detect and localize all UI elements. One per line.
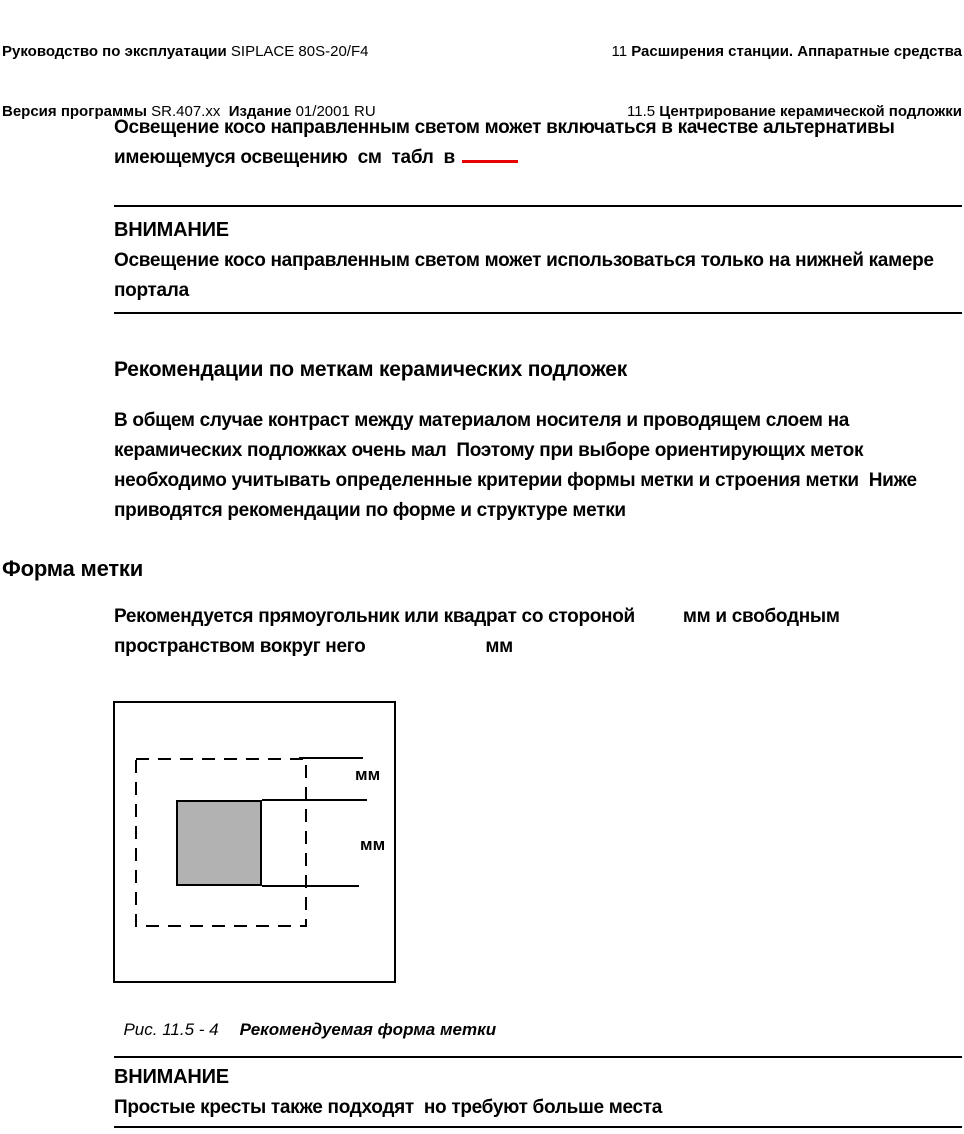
header-version-label: Версия программы <box>2 103 152 120</box>
mark-gray-square <box>176 800 262 886</box>
chapter-title: Расширения станции. Аппаратные средства <box>631 43 962 60</box>
header-version-value: SR.407.xx <box>151 103 229 120</box>
intro-line-2 <box>114 143 895 173</box>
note2-body <box>114 1093 662 1123</box>
para3-line1-unit: мм и свободным <box>682 606 840 627</box>
chapter-number: 11 <box>611 43 632 60</box>
crossref-link-blank[interactable] <box>462 160 518 163</box>
note1-top-rule <box>114 205 962 207</box>
note2-top-rule <box>114 1056 962 1058</box>
header-manual-label: Руководство по эксплуатации <box>2 43 231 60</box>
dimension-label-clearance: мм <box>355 765 381 784</box>
para2-line-3: необходимо учитывать определенные критерии формы метки и строения метки Ниже <box>114 470 917 491</box>
para3-line-1 <box>114 602 840 632</box>
note1-body <box>114 246 934 306</box>
note1-line-2: портала <box>114 280 189 301</box>
intro-line-1: Освещение косо направленным светом может включаться в качестве альтернативы <box>114 117 895 138</box>
contrast-paragraph <box>114 406 917 526</box>
para2-line-4: приводятся рекомендации по форме и структуре метки <box>114 500 626 521</box>
dimension-line-clearance-top <box>299 757 363 759</box>
note1-bottom-rule <box>114 312 962 314</box>
section-title: Центрирование керамической подложки <box>659 103 962 120</box>
section-number: 11.5 <box>627 103 660 120</box>
dimension-line-mark-top <box>262 799 367 801</box>
para3-line2-unit: мм <box>485 636 513 657</box>
note1-title: ВНИМАНИЕ <box>114 219 229 241</box>
note2-line-1: Простые кресты также подходят но требуют больше места <box>114 1097 663 1118</box>
header-left-line1 <box>2 42 376 62</box>
intro-paragraph <box>114 113 895 173</box>
note2-bottom-rule <box>114 1126 962 1128</box>
para3-line-2 <box>114 632 840 662</box>
intro-line-2-text: имеющемуся освещению см табл в <box>114 147 455 168</box>
figure-caption <box>114 1000 496 1040</box>
para2-line-2: керамических подложках очень мал Поэтому при выборе ориентирующих меток <box>114 440 864 461</box>
mark-shape-heading: Форма метки <box>2 556 144 581</box>
para3-line1-text: Рекомендуется прямоугольник или квадрат со стороной <box>114 606 635 627</box>
note1-line-1: Освещение косо направленным светом может использоваться только на нижней камере <box>114 250 934 271</box>
mark-shape-figure <box>113 701 396 983</box>
note2-title: ВНИМАНИЕ <box>114 1066 229 1088</box>
header-edition-label: Издание <box>228 103 296 120</box>
header-machine-model: SIPLACE 80S-20/F4 <box>230 43 369 60</box>
header-edition-value: 01/2001 RU <box>295 103 376 120</box>
header-chapter <box>611 42 962 62</box>
recommendations-heading: Рекомендации по меткам керамических подложек <box>114 358 628 381</box>
para2-line-1: В общем случае контраст между материалом носителя и проводящем слоем на <box>114 410 850 431</box>
mark-shape-paragraph <box>114 602 840 662</box>
dimension-label-mark-side: мм <box>360 835 386 854</box>
figure-number: Рис. 11.5 - 4 <box>123 1020 219 1039</box>
para3-line2-text: пространством вокруг него <box>114 636 366 657</box>
figure-caption-text: Рекомендуемая форма метки <box>239 1020 497 1039</box>
dimension-line-mark-bottom <box>262 885 359 887</box>
